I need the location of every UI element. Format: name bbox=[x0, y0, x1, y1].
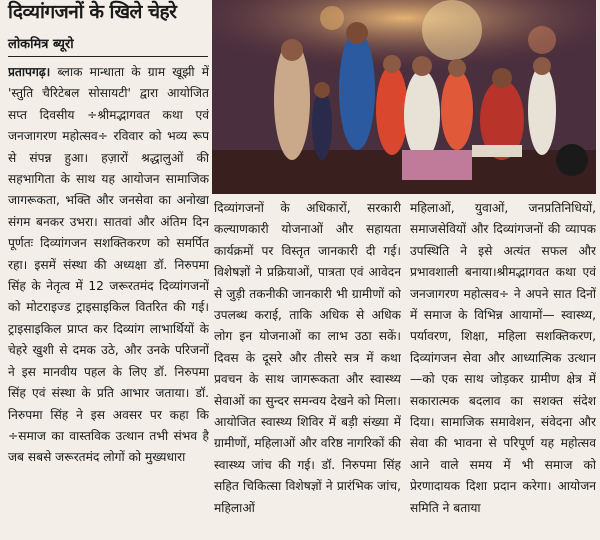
article-column-1 bbox=[8, 62, 209, 540]
article-column-3 bbox=[410, 198, 596, 540]
column-2-text: दिव्यांगजनों के अधिकारों, सरकारी कल्याणकारी योजनाओं और सहायता कार्यक्रमों पर विस्तृत जानकारी दी गई। विशेषज्ञों ने प्रक्रियाओं, पात्रता एवं आवेदन से जुड़ी तकनीकी जानकारी भी ग्रामीणों को उपलब्ध कराई, ताकि अधिक से अधिक लोग इन योजनाओं का लाभ उठा सकें।दिवस के दूसरे और तीसरे सत्र में कथा प्रवचन के साथ जागरूकता और स्वास्थ्य सेवाओं का सुन्दर समन्वय देखने को मिला। आयोजित स्वास्थ्य शिविर में बड़ी संख्या में ग्रामीणों, महिलाओं और वरिष्ठ नागरिकों की स्वास्थ्य जांच की गई। डॉ. निरुपमा सिंह सहित चिकित्सा विशेषज्ञों ने प्रारंभिक जांच, महिलाओं bbox=[214, 201, 401, 515]
article-column-2 bbox=[214, 198, 401, 540]
column-3-text: महिलाओं, युवाओं, जनप्रतिनिधियों, समाजसेवियों और दिव्यांगजनों की व्यापक उपस्थिति ने इसे अत्यंत सफल और प्रभावशाली बनाया।श्रीमद्भागवत कथा एवं जनजागरण महोत्सव÷ ने अपने सात दिनों में समाज के विभिन्न आयामों— स्वास्थ्य, पर्यावरण, शिक्षा, महिला सशक्तिकरण, दिव्यांगजन सेवा और आध्यात्मिक उत्थान—को एक साथ जोड़कर ग्रामीण क्षेत्र में सकारात्मक बदलाव का सशक्त संदेश दिया। सामाजिक समावेशन, संवेदना और सेवा की भावना से परिपूर्ण यह महोत्सव आने वाले समय में भी समाज को प्रेरणादायक दिशा प्रदान करेगा। आयोजन समिति ने बताया bbox=[410, 201, 596, 515]
dateline: प्रतापगढ़। bbox=[8, 65, 51, 79]
headline: दिव्यांगजनों के खिले चेहरे bbox=[8, 1, 177, 23]
event-photo-illustration bbox=[212, 0, 596, 194]
byline: लोकमित्र ब्यूरो bbox=[8, 36, 208, 57]
column-1-text: ब्लाक मान्धाता के ग्राम खूझी में 'स्तुति चैरिटेबल सोसायटी' द्वारा आयोजित सप्त दिवसीय ÷श्रीमद्भागवत कथा एवं जनजागरण महोत्सव÷ रविवार को भव्य रूप से संपन्न हुआ। हज़ारों श्रद्धालुओं की सहभागिता के साथ यह आयोजन सामाजिक जागरूकता, भक्ति और जनसेवा का अनोखा संगम बनकर उभरा। सातवां और अंतिम दिन पूर्णतः दिव्यांगजन सशक्तिकरण को समर्पित रहा। इसमें संस्था की अध्यक्षा डॉ. निरुपमा सिंह के नेतृत्व में 12 जरूरतमंद दिव्यांगजनों को मोटराइज्ड ट्राइसाइकिल वितरित की गई। ट्राइसाइकिल प्राप्त कर दिव्यांग लाभार्थियों के चेहरे खुशी से दमक उठे, और उनके परिजनों ने इस मानवीय पहल के लिए डॉ. निरुपमा सिंह एवं संस्था के प्रति आभार जताया। डॉ. निरुपमा सिंह ने इस अवसर पर कहा कि ÷समाज का वास्तविक उत्थान तभी संभव है जब सबसे जरूरतमंद लोगों को मुख्यधारा bbox=[8, 65, 209, 465]
event-photo bbox=[212, 0, 596, 194]
